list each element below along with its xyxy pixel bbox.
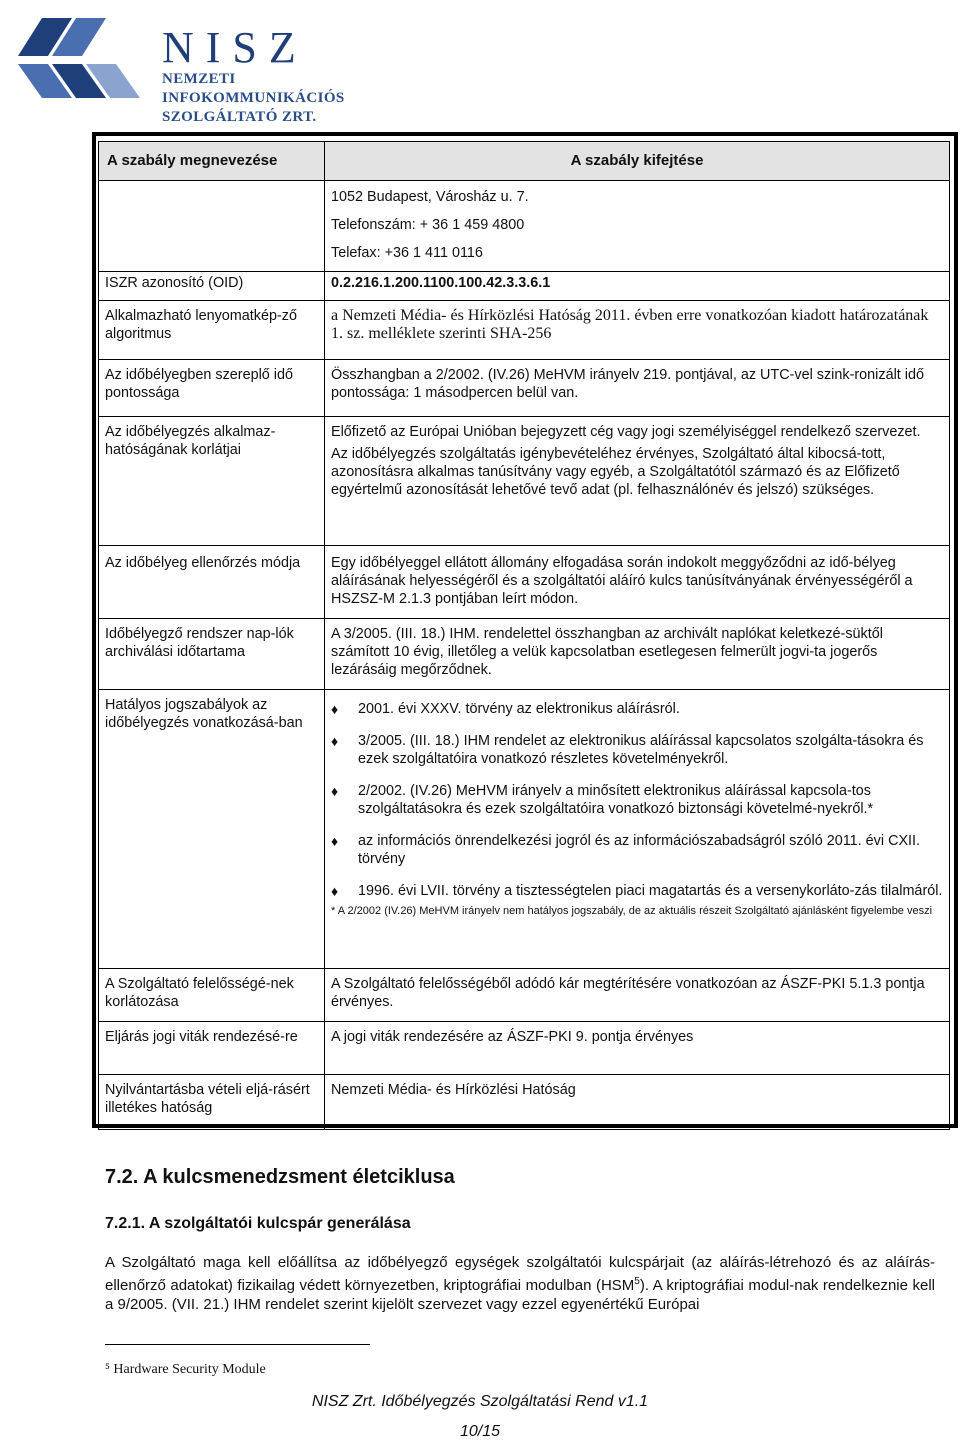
table-row [99, 301, 950, 360]
table-row [99, 417, 950, 546]
subscriber-paragraph: Előfizető az Európai Unióban bejegyzett cég vagy jogi személyiséggel rendelkező szervezet. [331, 424, 921, 440]
row-value: Összhangban a 2/2002. (IV.26) MeHVM irányelv 219. pontjával, az UTC-vel szink-ronizált idő pontossága: 1 másodpercen belül van. [325, 360, 950, 417]
row-value: Nemzeti Média- és Hírközlési Hatóság [325, 1075, 950, 1130]
row-label: ISZR azonosító (OID) [99, 272, 325, 301]
nisz-logo [12, 10, 412, 125]
diamond-bullet-icon: ♦ [331, 833, 339, 849]
address-cell [325, 181, 950, 272]
row-value: Egy időbélyeggel ellátott állomány elfogadása során indokolt meggyőződni az idő-bélyeg aláírásának helyességéről és a szolgáltatói aláíró kulcs tanúsítványának érvényességéről a HSZSZ-M 2.1.3 pontjában leírt módon. [325, 546, 950, 619]
requirements-paragraph: Az időbélyegzés szolgáltatás igénybevételéhez érvényes, Szolgáltató által kibocsá-tott, azonosításra alkalmas tanúsítvány vagy egyéb, a Szolgáltatótól származó és az Előfizető egyértelmű azonosítását lehetővé tevő adat (pl. felhasználónév és jelszó) szükséges. [331, 446, 900, 498]
table-row [99, 619, 950, 690]
address-line: 1052 Budapest, Városház u. 7. [331, 189, 529, 205]
diamond-bullet-icon: ♦ [331, 783, 339, 799]
table-row [99, 1022, 950, 1075]
row-value: a Nemzeti Média- és Hírközlési Hatóság 2011. évben erre vonatkozóan kiadott határozatának 1. sz. melléklete szerinti SHA-256 [325, 301, 950, 360]
table-row [99, 272, 950, 301]
header-rule-name: A szabály megnevezése [99, 142, 325, 181]
footnote-ref: 5 [634, 1276, 640, 1287]
row-value: A 3/2005. (III. 18.) IHM. rendelettel összhangban az archivált naplókat keletkezé-süktől számított 10 évig, illetőleg a velük kapcsolatban esetlegesen felmerült jogvi-ta jogerős lezárásáig megőrződnek. [325, 619, 950, 690]
table-header-row [99, 142, 950, 181]
body-text-part2: ). A kriptográfiai modul-nak rendelkeznie kell a 9/2005. (VII. 21.) IHM rendelet szerint kijelölt szervezet vagy ezzel egyenértékű Európai [105, 1277, 935, 1313]
table-row [99, 690, 950, 969]
body-text-part1: A Szolgáltató maga kell előállítsa az időbélyegző egységek szolgáltatói kulcspárjait (az aláírás-létrehozó és az aláírás-ellenőrző adatokat) fizikailag védett környezetben, kriptográfiai modulban (HSM [105, 1254, 935, 1294]
nisz-logo-emblem [12, 10, 152, 100]
page-number: 10/15 [459, 1423, 501, 1440]
diamond-bullet-icon: ♦ [331, 883, 339, 899]
table-row [99, 969, 950, 1022]
logo-subtitle-2: SZOLGÁLTATÓ ZRT. [162, 109, 317, 125]
table-row [99, 181, 950, 272]
diamond-bullet-icon: ♦ [331, 733, 339, 749]
row-value: 0.2.216.1.200.1100.100.42.3.3.6.1 [325, 272, 950, 301]
law-note: * A 2/2002 (IV.26) MeHVM irányelv nem hatályos jogszabály, de az aktuális részeit Szolgáltató ajánlásként figyelembe veszi [331, 905, 933, 917]
fax-line: Telefax: +36 1 411 0116 [331, 245, 483, 261]
body-paragraph [105, 1253, 935, 1314]
footer-title: NISZ Zrt. Időbélyegzés Szolgáltatási Rend v1.1 [311, 1393, 649, 1410]
list-item [331, 732, 943, 768]
row-label: Az időbélyeg ellenőrzés módja [99, 546, 325, 619]
phone-line: Telefonszám: + 36 1 459 4800 [331, 217, 525, 233]
list-item [331, 700, 943, 718]
row-label: Alkalmazható lenyomatkép-ző algoritmus [99, 301, 325, 360]
table-row [99, 546, 950, 619]
table-row [99, 1075, 950, 1130]
logo-wordmark: NISZ [162, 23, 308, 72]
row-label: Eljárás jogi viták rendezésé-re [99, 1022, 325, 1075]
subsection-heading: 7.2.1. A szolgáltatói kulcspár generálása [105, 1215, 411, 1232]
list-item-text: az információs önrendelkezési jogról és az információszabadságról szóló 2011. évi CXII. törvény [358, 833, 921, 867]
row-label: Nyilvántartásba vételi eljá-rásért illetékes hatóság [99, 1075, 325, 1130]
diamond-bullet-icon: ♦ [331, 701, 339, 717]
row-value [325, 417, 950, 546]
row-label-empty [99, 181, 325, 272]
row-value: A Szolgáltató felelősségéből adódó kár megtérítésére vonatkozóan az ÁSZF-PKI 5.1.3 pontja érvényes. [325, 969, 950, 1022]
section-heading: 7.2. A kulcsmenedzsment életciklusa [105, 1166, 455, 1188]
table-row [99, 360, 950, 417]
row-label: A Szolgáltató felelősségé-nek korlátozása [99, 969, 325, 1022]
row-label: Az időbélyegben szereplő idő pontossága [99, 360, 325, 417]
logo-subtitle-1: NEMZETI INFOKOMMUNIKÁCIÓS [162, 71, 345, 106]
row-value: A jogi viták rendezésére az ÁSZF-PKI 9. pontja érvényes [325, 1022, 950, 1075]
list-item [331, 832, 943, 868]
list-item-text: 1996. évi LVII. törvény a tisztességtelen piaci magatartás és a versenykorláto-zás tilalmáról. [358, 883, 943, 899]
list-item-text: 2001. évi XXXV. törvény az elektronikus aláírásról. [358, 701, 680, 717]
footnote-divider [105, 1344, 370, 1345]
list-item-text: 2/2002. (IV.26) MeHVM irányelv a minősített elektronikus aláírással kapcsola-tos szolgáltatásokra és ezek szolgáltatóira vonatkozó biztonsági követelmé-nyekről.* [358, 783, 874, 817]
header-rule-detail: A szabály kifejtése [325, 142, 950, 181]
row-label: Időbélyegző rendszer nap-lók archiválási időtartama [99, 619, 325, 690]
list-item-text: 3/2005. (III. 18.) IHM rendelet az elektronikus aláírással kapcsolatos szolgálta-tásokra és ezek szolgáltatóira vonatkozó részletes követelményekről. [358, 733, 924, 767]
law-list [331, 700, 943, 900]
row-value [325, 690, 950, 969]
rules-table [98, 141, 950, 1130]
list-item [331, 782, 943, 818]
row-label: Az időbélyegzés alkalmaz-hatóságának korlátjai [99, 417, 325, 546]
list-item [331, 882, 943, 900]
row-label: Hatályos jogszabályok az időbélyegzés vonatkozásá-ban [99, 690, 325, 969]
footnote: ⁵ Hardware Security Module [105, 1362, 266, 1377]
